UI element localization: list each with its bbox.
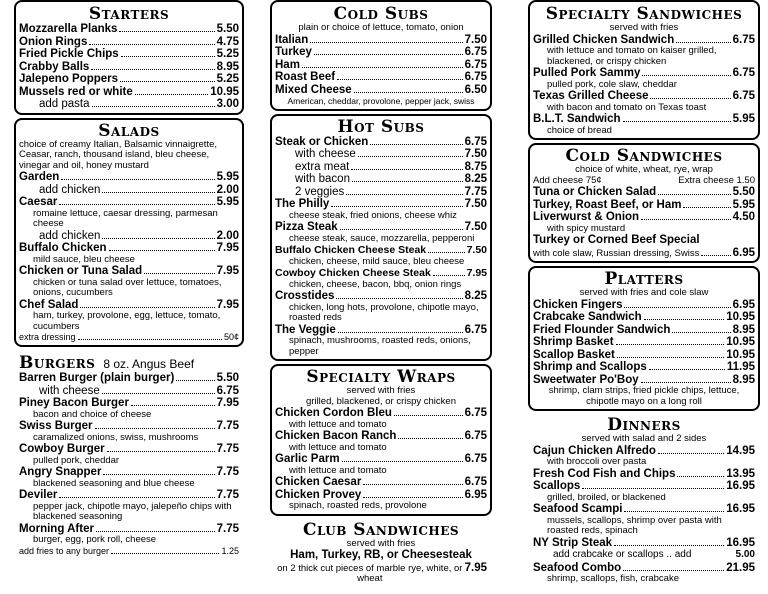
menu-item: Shrimp Basket 10.95 — [533, 336, 755, 348]
item-description: shrimp, scallops, fish, crabcake — [547, 573, 679, 584]
menu-item: Cowboy Chicken Cheese Steak 7.95 — [275, 267, 487, 279]
item-description: burger, egg, pork roll, cheese — [33, 534, 157, 545]
specialty-section — [528, 0, 760, 140]
menu-item: Chicken or Tuna Salad 7.95 — [19, 265, 239, 277]
menu-item: Chef Salad 7.95 — [19, 298, 239, 311]
platters-section — [528, 266, 760, 411]
item-description: on 2 thick cut pieces of marble rye, white, or wheat — [277, 562, 463, 584]
club-section — [270, 519, 492, 589]
menu-item: Turkey, Roast Beef, or Ham 5.95 — [533, 198, 755, 211]
menu-item: Roast Beef 6.75 — [275, 71, 487, 83]
menu-item: Cowboy Burger 7.75 — [19, 443, 239, 455]
menu-item: Swiss Burger 7.75 — [19, 420, 239, 432]
burgers-section — [14, 350, 244, 561]
wraps-title: Specialty Wraps — [306, 367, 456, 387]
club-note: served with fries — [346, 537, 416, 549]
menu-item-option: extra meat 8.75 — [295, 160, 487, 173]
menu-item: Seafood Scampi 16.95 — [533, 503, 755, 515]
item-description: choice of bread — [547, 124, 612, 136]
column-middle — [270, 0, 492, 592]
item-description: with bacon and tomato on Texas toast — [547, 101, 707, 113]
cold-sandwiches-title: Cold Sandwiches — [565, 146, 723, 166]
menu-item-addon: add chicken 2.00 — [39, 183, 239, 196]
menu-item-addon: add pasta 3.00 — [39, 98, 239, 110]
salads-section — [14, 118, 244, 348]
menu-item: Crabcake Sandwich 10.95 — [533, 311, 755, 323]
menu-item: B.L.T. Sandwich 5.95 — [533, 113, 755, 125]
item-description: spinach, roasted reds, provolone — [289, 500, 427, 511]
item-description: with cole slaw, Russian dressing, Swiss — [533, 247, 700, 259]
item-description: chicken, cheese, mild sauce, bleu cheese — [289, 255, 465, 267]
item-description: chicken, long hots, provolone, chipotle mayo, roasted reds — [289, 301, 479, 323]
item-description: cheese steak, fried onions, cheese whiz — [289, 209, 457, 221]
menu-item: Tuna or Chicken Salad 5.50 — [533, 186, 755, 198]
menu-item: Chicken Cordon Bleu 6.75 — [275, 407, 487, 419]
item-description: with lettuce and tomato — [289, 418, 387, 430]
menu-item: Mixed Cheese 6.50 — [275, 83, 487, 96]
menu-item: Scallop Basket 10.95 — [533, 348, 755, 361]
menu-item: Caesar 5.95 — [19, 196, 239, 208]
cold-subs-section — [270, 0, 492, 111]
menu-item: Buffalo Chicken 7.95 — [19, 242, 239, 254]
menu-item-extra: extra dressing 50¢ — [19, 332, 239, 342]
dinners-note: served with salad and 2 sides — [581, 433, 707, 444]
menu-item: Turkey 6.75 — [275, 46, 487, 58]
menu-item: Morning After 7.75 — [19, 522, 239, 535]
item-description: caramalized onions, swiss, mushrooms — [33, 431, 199, 443]
cold-subs-title: Cold Subs — [333, 4, 429, 24]
menu-item-desc-price: with cole slaw, Russian dressing, Swiss 6.95 — [533, 246, 755, 259]
specialty-title: Specialty Sandwiches — [545, 4, 743, 24]
menu-item-addon: with cheese 6.75 — [39, 384, 239, 397]
item-description: pulled pork, cheddar — [33, 454, 120, 466]
item-description: with broccoli over pasta — [547, 456, 647, 467]
item-description: chicken, cheese, bacon, bbq, onion rings — [289, 278, 462, 290]
item-description: with spicy mustard — [547, 222, 626, 234]
item-description: grilled, broiled, or blackened — [547, 491, 666, 503]
menu-item: Texas Grilled Cheese 6.75 — [533, 90, 755, 102]
menu-item: Mozzarella Planks 5.50 — [19, 23, 239, 35]
platters-title: Platters — [604, 269, 684, 289]
menu-item: Crosstides 8.25 — [275, 290, 487, 302]
item-description: cheese steak, sauce, mozzarella, pepperoni — [289, 232, 475, 244]
menu-item: Chicken Caesar 6.75 — [275, 476, 487, 488]
dressing-note: choice of creamy Italian, Balsamic vinnaigrette, Ceasar, ranch, thousand island, bleu cheese, vinegar and oil, honey mustard — [19, 138, 218, 171]
column-left — [14, 0, 244, 564]
menu-item: Turkey or Corned Beef Special — [533, 234, 700, 246]
dinners-title: Dinners — [607, 415, 681, 435]
item-description: chicken or tuna salad over lettuce, tomatoes, onions, cucumbers — [33, 276, 222, 298]
burgers-subtitle: 8 oz. Angus Beef — [103, 357, 195, 371]
item-description: mild sauce, bleu cheese — [33, 253, 135, 265]
item-description: pulled pork, cole slaw, cheddar — [547, 78, 677, 90]
menu-item-desc-price: on 2 thick cut pieces of marble rye, white, or wheat 7.95 — [275, 562, 487, 585]
salads-title: Salads — [98, 120, 160, 141]
item-description: pepper jack, chipotle mayo, jalepeño chips with blackened seasoning — [33, 500, 232, 522]
wraps-note: served with fries — [346, 385, 416, 396]
menu-item: Buffalo Chicken Cheese Steak 7.50 — [275, 244, 487, 256]
starters-title: Starters — [88, 4, 170, 24]
menu-item-extra: add fries to any burger 1.25 — [19, 545, 239, 556]
specialty-note: served with fries — [609, 22, 679, 33]
menu-item: Fried Pickle Chips 5.25 — [19, 48, 239, 60]
item-description: with lettuce and tomato — [289, 441, 387, 453]
menu-item: Chicken Fingers 6.95 — [533, 298, 755, 311]
item-description: blackened seasoning and blue cheese — [33, 477, 195, 489]
menu-item-addon: add crabcake or scallops .. add 5.00 — [553, 549, 755, 560]
menu-item: Garden 5.95 — [19, 171, 239, 183]
wraps-note-2: grilled, blackened, or crispy chicken — [306, 395, 456, 407]
menu-item: Angry Snapper 7.75 — [19, 466, 239, 478]
item-description: shrimp, clam strips, fried pickle chips, lettuce, chipotle mayo on a long roll — [548, 385, 740, 407]
hot-subs-section — [270, 114, 492, 362]
hot-subs-title: Hot Subs — [337, 116, 425, 137]
item-description: bacon and choice of cheese — [33, 408, 152, 420]
cheese-note: Add cheese 75¢ Extra cheese 1.50 — [533, 174, 755, 186]
burgers-header — [19, 354, 239, 372]
menu-item: The Veggie 6.75 — [275, 323, 487, 336]
menu-item: Garlic Parm 6.75 — [275, 453, 487, 465]
menu-item: Pizza Steak 7.50 — [275, 221, 487, 233]
menu-item: Grilled Chicken Sandwich 6.75 — [533, 33, 755, 46]
menu-item: Italian 7.50 — [275, 33, 487, 46]
menu-item: Cajun Chicken Alfredo 14.95 — [533, 444, 755, 457]
menu-item: Chicken Provey 6.95 — [275, 488, 487, 501]
menu-item: Sweetwater Po'Boy 8.95 — [533, 373, 755, 386]
menu-item-option: 2 veggies 7.75 — [295, 185, 487, 198]
menu-item: Shrimp and Scallops 11.95 — [533, 361, 755, 373]
menu-item: Pulled Pork Sammy 6.75 — [533, 67, 755, 79]
menu-item: Piney Bacon Burger 7.95 — [19, 397, 239, 409]
item-description: with lettuce and tomato — [289, 464, 387, 476]
menu-item: Chicken Bacon Ranch 6.75 — [275, 430, 487, 442]
menu-item: Ham, Turkey, RB, or Cheesesteak — [290, 549, 472, 561]
item-description: ham, turkey, provolone, egg, lettuce, tomato, cucumbers — [33, 310, 221, 332]
menu-item: Steak or Chicken 6.75 — [275, 135, 487, 148]
menu-item: Liverwurst & Onion 4.50 — [533, 211, 755, 223]
menu-item: Scallops 16.95 — [533, 480, 755, 492]
cold-subs-note: plain or choice of lettuce, tomato, onion — [298, 22, 464, 33]
menu-item: Seafood Combo 21.95 — [533, 561, 755, 574]
column-right — [528, 0, 760, 592]
menu-item: Onion Rings 4.75 — [19, 35, 239, 48]
cold-sandwiches-section — [528, 143, 760, 263]
menu-item: The Philly 7.50 — [275, 198, 487, 210]
menu-item: Fried Flounder Sandwich 8.95 — [533, 323, 755, 336]
menu-item-addon: add chicken 2.00 — [39, 229, 239, 242]
menu-item-option: with bacon 8.25 — [295, 173, 487, 185]
menu-item: Mussels red or white 10.95 — [19, 85, 239, 98]
menu-item: Fresh Cod Fish and Chips 13.95 — [533, 467, 755, 480]
menu-item: Barren Burger (plain burger) 5.50 — [19, 372, 239, 384]
dinners-section — [528, 414, 760, 589]
wraps-section — [270, 364, 492, 516]
starters-section — [14, 0, 244, 115]
club-title: Club Sandwiches — [302, 519, 460, 540]
menu-item-option: with cheese 7.50 — [295, 148, 487, 160]
menu-item: NY Strip Steak 16.95 — [533, 536, 755, 549]
menu-item: Ham 6.75 — [275, 58, 487, 71]
menu-item: Deviler 7.75 — [19, 489, 239, 501]
burgers-title: Burgers — [19, 353, 96, 373]
item-description: romaine lettuce, caesar dressing, parmesan cheese — [33, 207, 218, 229]
cheese-note: American, cheddar, provolone, pepper jack, swiss — [287, 96, 475, 106]
item-description: with lettuce and tomato on kaiser grilled, blackened, or crispy chicken — [547, 45, 717, 67]
platters-note: served with fries and cole slaw — [579, 287, 709, 298]
menu-item: Crabby Balls 8.95 — [19, 60, 239, 73]
item-description: mussels, scallops, shrimp over pasta with roasted reds, spinach — [547, 514, 722, 536]
menu-item: Jalepeno Poppers 5.25 — [19, 73, 239, 85]
cold-sandwiches-note: choice of white, wheat, rye, wrap — [575, 164, 713, 175]
item-description: spinach, mushrooms, roasted reds, onions, pepper — [289, 335, 471, 357]
